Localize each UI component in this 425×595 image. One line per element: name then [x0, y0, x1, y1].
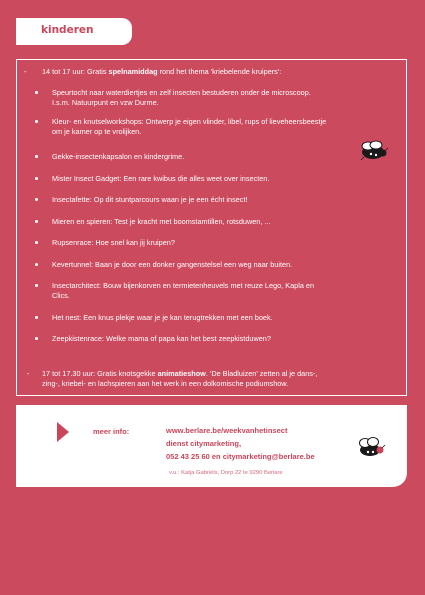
bullet-dot — [35, 155, 38, 158]
activity-item: Gekke-insectenkapsalon en kindergrime. — [52, 152, 185, 161]
activity-item: Kleur- en knutselworkshops: Ontwerp je eigen vlinder, libel, rups of lieveheersbeestje — [52, 117, 327, 126]
ladybug-icon — [354, 435, 386, 459]
info-contact: 052 43 25 60 en citymarketing@berlare.be — [166, 452, 315, 461]
bullet-dot — [35, 337, 38, 340]
activity-item: Het nest: Een knus plekje waar je je kan terugtrekken met een boek. — [52, 313, 273, 322]
bullet-dot — [35, 120, 38, 123]
info-label: meer info: — [93, 427, 130, 436]
activity-item: Kevertunnel: Baan je door een donker gangenstelsel een weg naar buiten. — [52, 260, 293, 269]
item-text: rond het thema 'kriebelende kruipers': — [157, 67, 282, 76]
list-dash: - — [27, 369, 30, 378]
bullet-dot — [35, 198, 38, 201]
activity-item: Rupsenrace: Hoe snel kan jij kruipen? — [52, 238, 175, 247]
item-text: . 'De Bladluizen' zetten al je dans-, — [205, 369, 318, 378]
publisher-note: v.u.: Katja Gabriëls, Dorp 22 te 9290 Berlare — [169, 470, 283, 476]
bullet-dot — [35, 91, 38, 94]
program-box — [16, 59, 407, 396]
item-highlight: animatieshow — [157, 369, 206, 378]
program-item-spelnamiddag — [42, 67, 281, 77]
item-text: 14 tot 17 uur: Gratis — [42, 67, 109, 76]
section-title: kinderen — [41, 24, 94, 36]
section-tab — [16, 18, 132, 45]
program-item-animatieshow-line2: zing-, kriebel- en lachspieren aan het werk in een dolkomische podiumshow. — [42, 379, 289, 388]
activity-item: Insectarchitect: Bouw bijenkorven en termietenheuvels met reuze Lego, Kapla en — [52, 281, 315, 290]
program-item-animatieshow — [42, 369, 317, 379]
activity-item: I.s.m. Natuurpunt en vzw Durme. — [52, 97, 159, 107]
ladybug-icon — [356, 140, 388, 162]
activity-item: Zeepkistenrace: Welke mama of papa kan het best zeepkistduwen? — [52, 334, 271, 343]
activity-item: om je kamer op te vrolijken. — [52, 126, 142, 136]
activity-item: Clics. — [52, 290, 70, 300]
activity-item: Insectafette: Op dit stuntparcours waan je je een écht insect! — [52, 195, 248, 204]
info-website-link[interactable]: www.berlare.be/weekvanhetinsect — [166, 426, 288, 435]
bullet-dot — [35, 263, 38, 266]
play-triangle-icon — [57, 422, 69, 442]
bullet-dot — [35, 177, 38, 180]
info-panel — [16, 405, 407, 487]
activity-item: Speurtocht naar waterdiertjes en zelf insecten bestuderen onder de microscoop. — [52, 88, 311, 97]
item-text: 17 tot 17.30 uur: Gratis knotsgekke — [42, 369, 158, 378]
bullet-dot — [35, 316, 38, 319]
bullet-dot — [35, 241, 38, 244]
list-dash: - — [24, 67, 27, 76]
item-highlight: spelnamiddag — [108, 67, 158, 76]
bullet-dot — [35, 284, 38, 287]
info-department: dienst citymarketing, — [166, 439, 242, 448]
activity-item: Mieren en spieren: Test je kracht met boomstamtillen, rotsduwen, ... — [52, 217, 271, 226]
bullet-dot — [35, 220, 38, 223]
activity-item: Mister Insect Gadget: Een rare kwibus die alles weet over insecten. — [52, 174, 270, 183]
